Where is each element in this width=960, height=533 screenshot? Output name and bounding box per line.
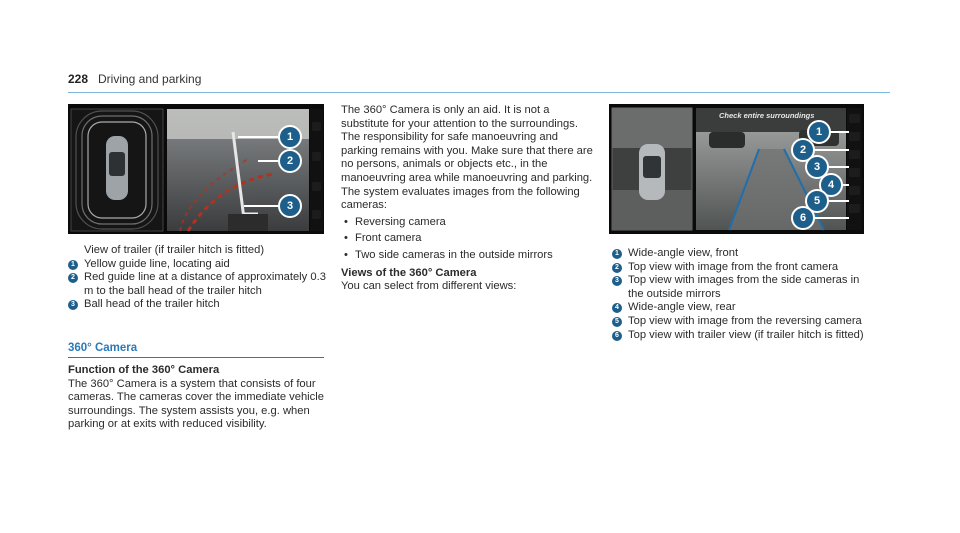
callout-1: 1 bbox=[807, 120, 831, 144]
callout-2: 2 bbox=[791, 138, 815, 162]
body-text: You can select from different views: bbox=[341, 280, 517, 293]
item-number-badge: 1 bbox=[612, 249, 622, 259]
callout-3: 3 bbox=[805, 155, 829, 179]
camera-warning-banner: Check entire surroundings bbox=[719, 111, 815, 120]
callout-leader bbox=[809, 217, 849, 219]
item-text: Wide-angle view, rear bbox=[628, 301, 736, 314]
bullet-item: • Two side cameras in the outside mirrors bbox=[341, 249, 595, 263]
callout-1: 1 bbox=[278, 125, 302, 149]
item-text: Ball head of the trailer hitch bbox=[84, 298, 220, 311]
item-text: Top view with image from the front camera bbox=[628, 260, 839, 273]
callout-leader bbox=[813, 149, 849, 151]
left-column bbox=[68, 244, 328, 312]
figure-caption: View of trailer (if trailer hitch is fitted) bbox=[84, 244, 265, 256]
callout-leader bbox=[829, 131, 849, 133]
callout-6: 6 bbox=[791, 206, 815, 230]
bullet-item: • Front camera bbox=[341, 232, 595, 246]
section-divider bbox=[68, 357, 324, 358]
item-number-badge: 6 bbox=[612, 331, 622, 341]
item-text: Top view with trailer view (if trailer hitch is fitted) bbox=[628, 328, 864, 341]
item-text: Wide-angle view, front bbox=[628, 247, 739, 259]
middle-column bbox=[341, 104, 595, 294]
item-text: Top view with images from the side cameras in the outside mirrors bbox=[628, 274, 860, 300]
callout-2: 2 bbox=[278, 149, 302, 173]
view-mode-icon bbox=[849, 186, 860, 195]
item-number-badge: 2 bbox=[612, 263, 622, 273]
list-item bbox=[68, 271, 328, 298]
section-title: 360° Camera bbox=[68, 342, 138, 354]
right-column bbox=[612, 247, 867, 342]
camera-360-image bbox=[609, 104, 864, 234]
view-mode-icon bbox=[849, 168, 860, 177]
callout-leader bbox=[258, 160, 278, 162]
item-number-badge: 5 bbox=[612, 317, 622, 327]
trailer-view-image bbox=[68, 104, 324, 234]
list-item bbox=[612, 315, 867, 329]
list-item bbox=[612, 261, 867, 275]
list-item bbox=[612, 329, 867, 343]
subheading: Views of the 360° Camera bbox=[341, 266, 477, 279]
view-mode-icon bbox=[312, 210, 321, 219]
item-number-badge: 2 bbox=[68, 273, 78, 283]
bullet-item: • Reversing camera bbox=[341, 216, 595, 230]
header-divider bbox=[68, 92, 890, 93]
callout-4: 4 bbox=[819, 173, 843, 197]
function-section bbox=[68, 364, 328, 432]
view-mode-icon bbox=[849, 114, 860, 123]
callout-3: 3 bbox=[278, 194, 302, 218]
item-number-badge: 1 bbox=[68, 260, 78, 270]
callout-5: 5 bbox=[805, 189, 829, 213]
callout-leader bbox=[238, 136, 278, 138]
callout-leader bbox=[244, 205, 278, 207]
body-text: The 360° Camera is a system that consists of four cameras. The cameras cover the immediate vehicle surroundings. The system assists you, e.g. when parking or at exits with reduced visibility. bbox=[68, 377, 324, 431]
page-header-title: Driving and parking bbox=[98, 72, 202, 86]
list-item bbox=[612, 274, 867, 301]
item-text: Yellow guide line, locating aid bbox=[84, 257, 230, 270]
item-text: Top view with image from the reversing camera bbox=[628, 314, 862, 327]
view-mode-icon bbox=[312, 152, 321, 161]
page-number: 228 bbox=[68, 72, 89, 86]
item-number-badge: 3 bbox=[68, 300, 78, 310]
view-mode-icon bbox=[849, 132, 860, 141]
view-mode-icon bbox=[312, 122, 321, 131]
view-mode-icon bbox=[312, 182, 321, 191]
item-text: Red guide line at a distance of approximately 0.3 m to the ball head of the trailer hitch bbox=[84, 271, 326, 297]
item-number-badge: 3 bbox=[612, 276, 622, 286]
list-item bbox=[68, 298, 328, 312]
item-number-badge: 4 bbox=[612, 303, 622, 313]
list-item bbox=[68, 258, 328, 272]
view-mode-icon bbox=[849, 204, 860, 213]
body-text: The 360° Camera is only an aid. It is not a substitute for your attention to the surroundings. The responsibility for safe manoeuvring and parking remains with you. Make sure that there are no persons, animals or objects etc., in the manoeuvring area while manoeuvring and parking. bbox=[341, 104, 593, 184]
list-item bbox=[612, 247, 867, 261]
list-item bbox=[612, 301, 867, 315]
view-mode-icon bbox=[849, 150, 860, 159]
body-text: The system evaluates images from the following cameras: bbox=[341, 185, 580, 212]
subheading: Function of the 360° Camera bbox=[68, 364, 220, 376]
